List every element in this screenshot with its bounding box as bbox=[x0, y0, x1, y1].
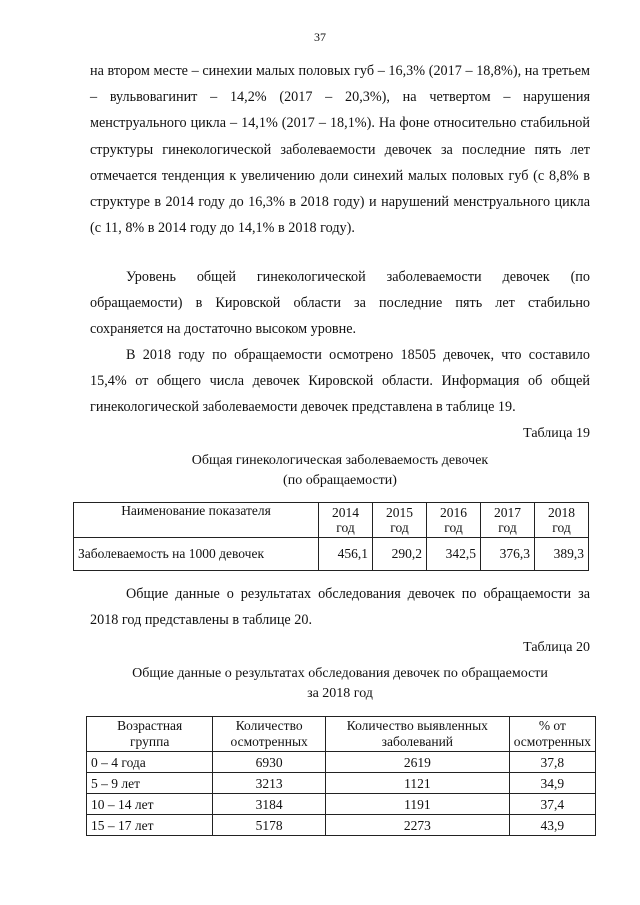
table-cell: 37,8 bbox=[509, 752, 595, 773]
table-20-header-row bbox=[87, 717, 596, 752]
paragraph-2: Уровень общей гинекологической заболеваемости девочек (по обращаемости) в Кировской области за последние пять лет стабильно сохраняется на достаточно высоком уровне. bbox=[90, 269, 590, 338]
table-cell: 15 – 17 лет bbox=[87, 815, 213, 836]
table-row bbox=[87, 794, 596, 815]
table-cell: 5 – 9 лет bbox=[87, 773, 213, 794]
table-19-header-row bbox=[74, 503, 589, 538]
table-row bbox=[87, 773, 596, 794]
page-number: 37 bbox=[314, 30, 326, 44]
table-19-header-year: 2014 год bbox=[319, 503, 373, 538]
table-20-header-age-group: Возрастная группа bbox=[87, 717, 213, 752]
table-20-label: Таблица 20 bbox=[523, 640, 590, 655]
table-cell: 6930 bbox=[213, 752, 326, 773]
paragraph-3: В 2018 году по обращаемости осмотрено 18505 девочек, что составило 15,4% от общего числа девочек Кировской области. Информация об общей гинекологической заболеваемости девочек представлена в таблице 19. bbox=[90, 347, 590, 416]
table-cell: 37,4 bbox=[509, 794, 595, 815]
table-19-caption-line1: Общая гинекологическая заболеваемость девочек bbox=[191, 453, 489, 468]
table-cell: 376,3 bbox=[481, 538, 535, 571]
table-19-label: Таблица 19 bbox=[523, 426, 590, 441]
table-cell: 5178 bbox=[213, 815, 326, 836]
table-19-header-year: 2015 год bbox=[373, 503, 427, 538]
table-19-header-indicator: Наименование показателя bbox=[74, 503, 319, 538]
table-19 bbox=[73, 502, 589, 571]
table-cell: 3213 bbox=[213, 773, 326, 794]
table-20-header-examined: Количество осмотренных bbox=[213, 717, 326, 752]
table-cell: 1121 bbox=[326, 773, 510, 794]
table-20-caption bbox=[60, 664, 620, 704]
paragraph-4: Общие данные о результатах обследования девочек по обращаемости за 2018 год представлены в таблице 20. bbox=[90, 586, 590, 629]
table-cell: 1191 bbox=[326, 794, 510, 815]
table-20-caption-line1: Общие данные о результатах обследования девочек по обращаемости bbox=[132, 666, 548, 681]
table-20-header-detected: Количество выявленных заболеваний bbox=[326, 717, 510, 752]
table-19-caption-line2: (по обращаемости) bbox=[283, 473, 397, 488]
table-row bbox=[74, 538, 589, 571]
table-cell: 43,9 bbox=[509, 815, 595, 836]
paragraph-1: на втором месте – синехии малых половых губ – 16,3% (2017 – 18,8%), на третьем – вульвовагинит – 14,2% (2017 – 20,3%), на четвертом – нарушения менструального цикла – 14,1% (2017 – 18,1%). На фоне относительно стабильной структуры гинекологической заболеваемости девочек за последние пять лет отмечается тенденция к увеличению доли синехий малых половых губ (с 8,8% в структуре в 2014 году до 16,3% в 2018 году) и нарушений менструального цикла (с 11, 8% в 2014 году до 14,1% в 2018 году). bbox=[90, 63, 590, 237]
table-20-header-percent: % от осмотренных bbox=[509, 717, 595, 752]
table-cell: 34,9 bbox=[509, 773, 595, 794]
table-cell: 389,3 bbox=[535, 538, 589, 571]
table-cell: 456,1 bbox=[319, 538, 373, 571]
table-19-header-year: 2016 год bbox=[427, 503, 481, 538]
table-20-caption-line2: за 2018 год bbox=[307, 686, 373, 701]
table-19-row-name: Заболеваемость на 1000 девочек bbox=[74, 538, 319, 571]
table-cell: 2273 bbox=[326, 815, 510, 836]
table-cell: 342,5 bbox=[427, 538, 481, 571]
table-20 bbox=[86, 716, 596, 836]
table-cell: 2619 bbox=[326, 752, 510, 773]
table-cell: 290,2 bbox=[373, 538, 427, 571]
table-cell: 3184 bbox=[213, 794, 326, 815]
table-cell: 0 – 4 года bbox=[87, 752, 213, 773]
table-19-header-year: 2017 год bbox=[481, 503, 535, 538]
table-cell: 10 – 14 лет bbox=[87, 794, 213, 815]
table-19-caption bbox=[60, 451, 620, 491]
table-row bbox=[87, 815, 596, 836]
table-19-header-year: 2018 год bbox=[535, 503, 589, 538]
table-row bbox=[87, 752, 596, 773]
